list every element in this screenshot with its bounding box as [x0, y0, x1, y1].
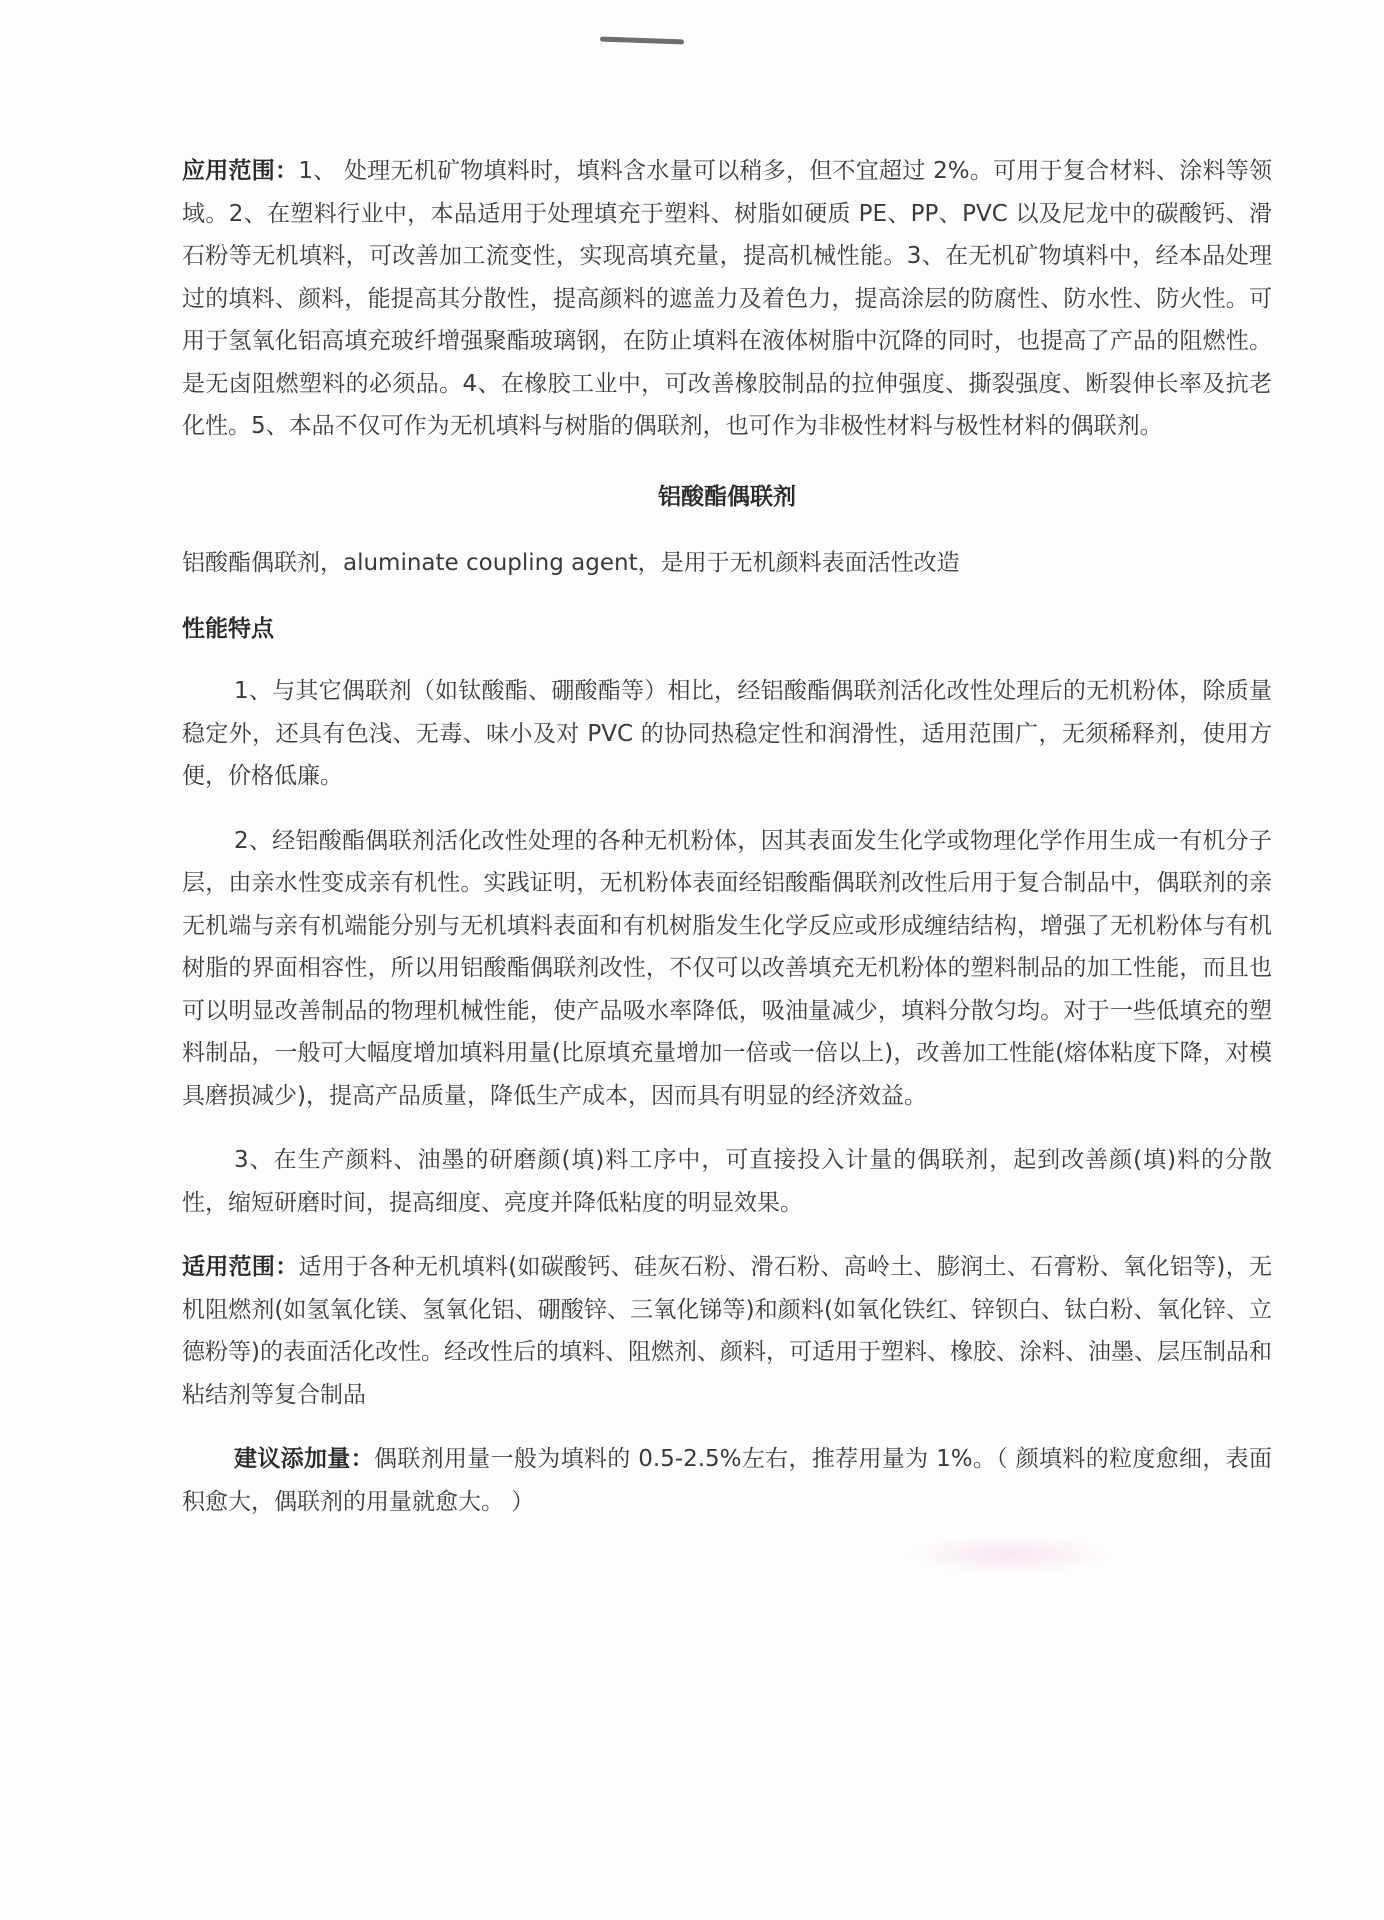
- document-body: [182, 150, 1272, 1523]
- dosage-text: 偶联剂用量一般为填料的 0.5-2.5%左右，推荐用量为 1%。（ 颜填料的粒度愈细，表面积愈大，偶联剂的用量就愈大。 ）: [182, 1446, 1272, 1515]
- feature-item: 3、在生产颜料、油墨的研磨颜(填)料工序中，可直接投入计量的偶联剂，起到改善颜(填)料的分散性，缩短研磨时间，提高细度、亮度并降低粘度的明显效果。: [182, 1147, 1272, 1216]
- feature-item: 2、经铝酸酯偶联剂活化改性处理的各种无机粉体，因其表面发生化学或物理化学作用生成一有机分子层，由亲水性变成亲有机性。实践证明，无机粉体表面经铝酸酯偶联剂改性后用于复合制品中，偶联剂的亲无机端与亲有机端能分别与无机填料表面和有机树脂发生化学反应或形成缠结结构，增强了无机粉体与有机树脂的界面相容性，所以用铝酸酯偶联剂改性，不仅可以改善填充无机粉体的塑料制品的加工性能，而且也可以明显改善制品的物理机械性能，使产品吸水率降低，吸油量减少，填料分散匀均。对于一些低填充的塑料制品，一般可大幅度增加填料用量(比原填充量增加一倍或一倍以上)，改善加工性能(熔体粘度下降，对模具磨损减少)，提高产品质量，降低生产成本，因而具有明显的经济效益。: [182, 827, 1272, 1109]
- section-title: 铝酸酯偶联剂: [658, 483, 796, 510]
- pen-mark: [600, 37, 684, 45]
- features-heading: 性能特点: [182, 616, 274, 642]
- suitable-scope-text: 适用于各种无机填料(如碳酸钙、硅灰石粉、滑石粉、高岭土、膨润土、石膏粉、氧化铝等)，无机阻燃剂(如氢氧化镁、氢氧化铝、硼酸锌、三氧化锑等)和颜料(如氧化铁红、锌钡白、钛白粉、氧化锌、立德粉等)的表面活化改性。经改性后的填料、阻燃剂、颜料，可适用于塑料、橡胶、涂料、油墨、层压制品和粘结剂等复合制品: [182, 1254, 1272, 1408]
- dosage-label: 建议添加量：: [234, 1446, 374, 1472]
- suitable-scope-paragraph: [182, 1246, 1272, 1416]
- feature-item: 1、与其它偶联剂（如钛酸酯、硼酸酯等）相比，经铝酸酯偶联剂活化改性处理后的无机粉体，除质量稳定外，还具有色浅、无毒、味小及对 PVC 的协同热稳定性和润滑性，适用范围广，无须稀释剂，使用方便，价格低廉。: [182, 678, 1272, 789]
- application-scope-paragraph: [182, 150, 1272, 448]
- application-scope-text: 1、 处理无机矿物填料时，填料含水量可以稍多，但不宜超过 2%。可用于复合材料、涂料等领域。2、在塑料行业中，本品适用于处理填充于塑料、树脂如硬质 PE、PP、PVC 以及尼龙中的碳酸钙、滑石粉等无机填料，可改善加工流变性，实现高填充量，提高机械性能。3、在无机矿物填料中，经本品处理过的填料、颜料，能提高其分散性，提高颜料的遮盖力及着色力，提高涂层的防腐性、防水性、防火性。可用于氢氧化铝高填充玻纤增强聚酯玻璃钢，在防止填料在液体树脂中沉降的同时，也提高了产品的阻燃性。是无卤阻燃塑料的必须品。4、在橡胶工业中，可改善橡胶制品的拉伸强度、撕裂强度、断裂伸长率及抗老化性。5、本品不仅可作为无机填料与树脂的偶联剂，也可作为非极性材料与极性材料的偶联剂。: [182, 158, 1273, 439]
- application-scope-label: 应用范围：: [182, 158, 299, 184]
- intro-paragraph: 铝酸酯偶联剂，aluminate coupling agent，是用于无机颜料表面活性改造: [182, 549, 960, 576]
- pink-smudge: [905, 1535, 1115, 1575]
- suitable-scope-label: 适用范围：: [182, 1254, 299, 1280]
- dosage-paragraph: [182, 1438, 1272, 1523]
